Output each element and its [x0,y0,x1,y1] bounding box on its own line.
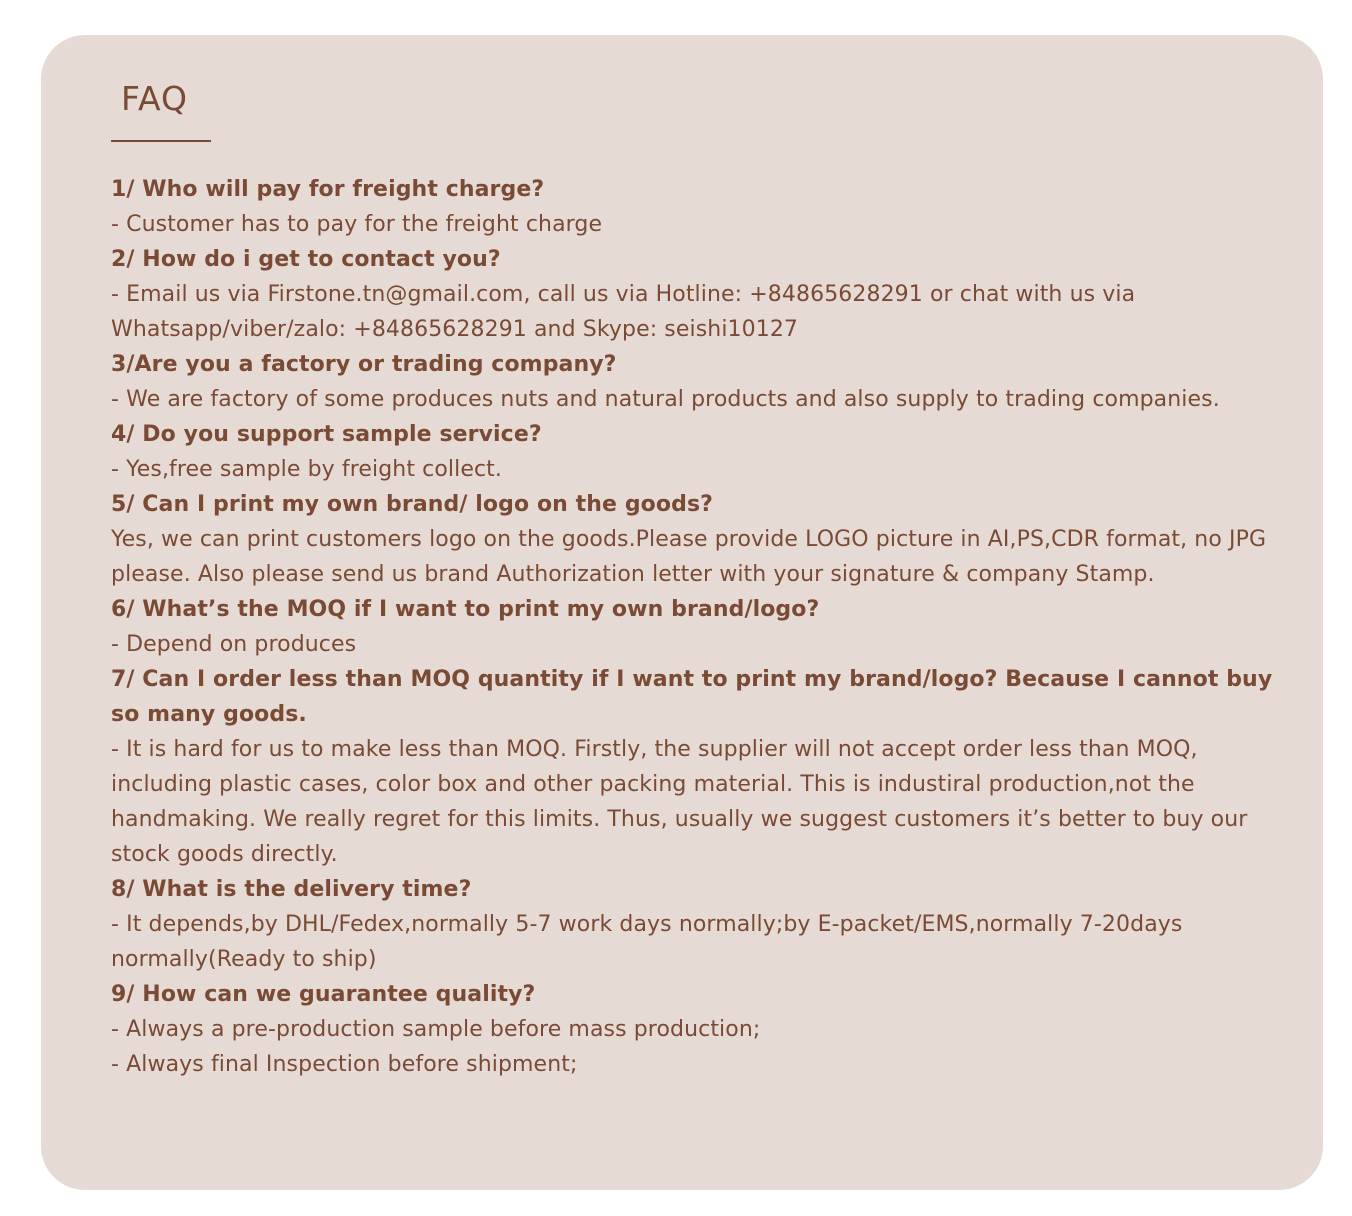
faq-answer: - Always a pre-production sample before mass production; [111,1017,761,1042]
faq-question: 2/ How do i get to contact you? [111,247,501,272]
faq-title: FAQ [121,79,188,118]
faq-answer: - It is hard for us to make less than MOQ. Firstly, the supplier will not accept order less than MOQ, including plastic cases, color box and other packing material. This is industiral production,not the handmaking. We really regret for this limits. Thus, usually we suggest customers it’s better to buy our stock goods directly. [111,737,1248,867]
faq-question: 5/ Can I print my own brand/ logo on the goods? [111,492,714,517]
faq-list [111,172,1281,1082]
faq-answer: - Always final Inspection before shipment; [111,1052,578,1077]
faq-answer: - Email us via Firstone.tn@gmail.com, call us via Hotline: +84865628291 or chat with us via Whatsapp/viber/zalo: +84865628291 and Skype: seishi10127 [111,282,1136,342]
faq-item-5 [111,487,1281,592]
faq-answer: - Depend on produces [111,632,357,657]
faq-item-1 [111,172,1281,242]
faq-item-9 [111,977,1281,1082]
faq-question: 9/ How can we guarantee quality? [111,982,536,1007]
faq-answer: - It depends,by DHL/Fedex,normally 5-7 work days normally;by E-packet/EMS,normally 7-20days normally(Ready to ship) [111,912,1183,972]
faq-question: 1/ Who will pay for freight charge? [111,177,545,202]
faq-answer: - Customer has to pay for the freight charge [111,212,603,237]
faq-item-7 [111,662,1281,872]
faq-item-3 [111,347,1281,417]
faq-question: 6/ What’s the MOQ if I want to print my own brand/logo? [111,597,820,622]
faq-item-2 [111,242,1281,347]
faq-question: 7/ Can I order less than MOQ quantity if I want to print my brand/logo? Because I cannot buy so many goods. [111,667,1273,727]
faq-answer: Yes, we can print customers logo on the goods.Please provide LOGO picture in AI,PS,CDR format, no JPG please. Also please send us brand Authorization letter with your signature & company Stamp. [111,527,1267,587]
faq-card [41,35,1323,1190]
faq-item-6 [111,592,1281,662]
faq-answer: - Yes,free sample by freight collect. [111,457,502,482]
faq-question: 3/Are you a factory or trading company? [111,352,617,377]
faq-question: 4/ Do you support sample service? [111,422,542,447]
faq-item-4 [111,417,1281,487]
title-underline [111,140,211,142]
faq-answer: - We are factory of some produces nuts and natural products and also supply to trading companies. [111,387,1220,412]
faq-question: 8/ What is the delivery time? [111,877,472,902]
faq-item-8 [111,872,1281,977]
